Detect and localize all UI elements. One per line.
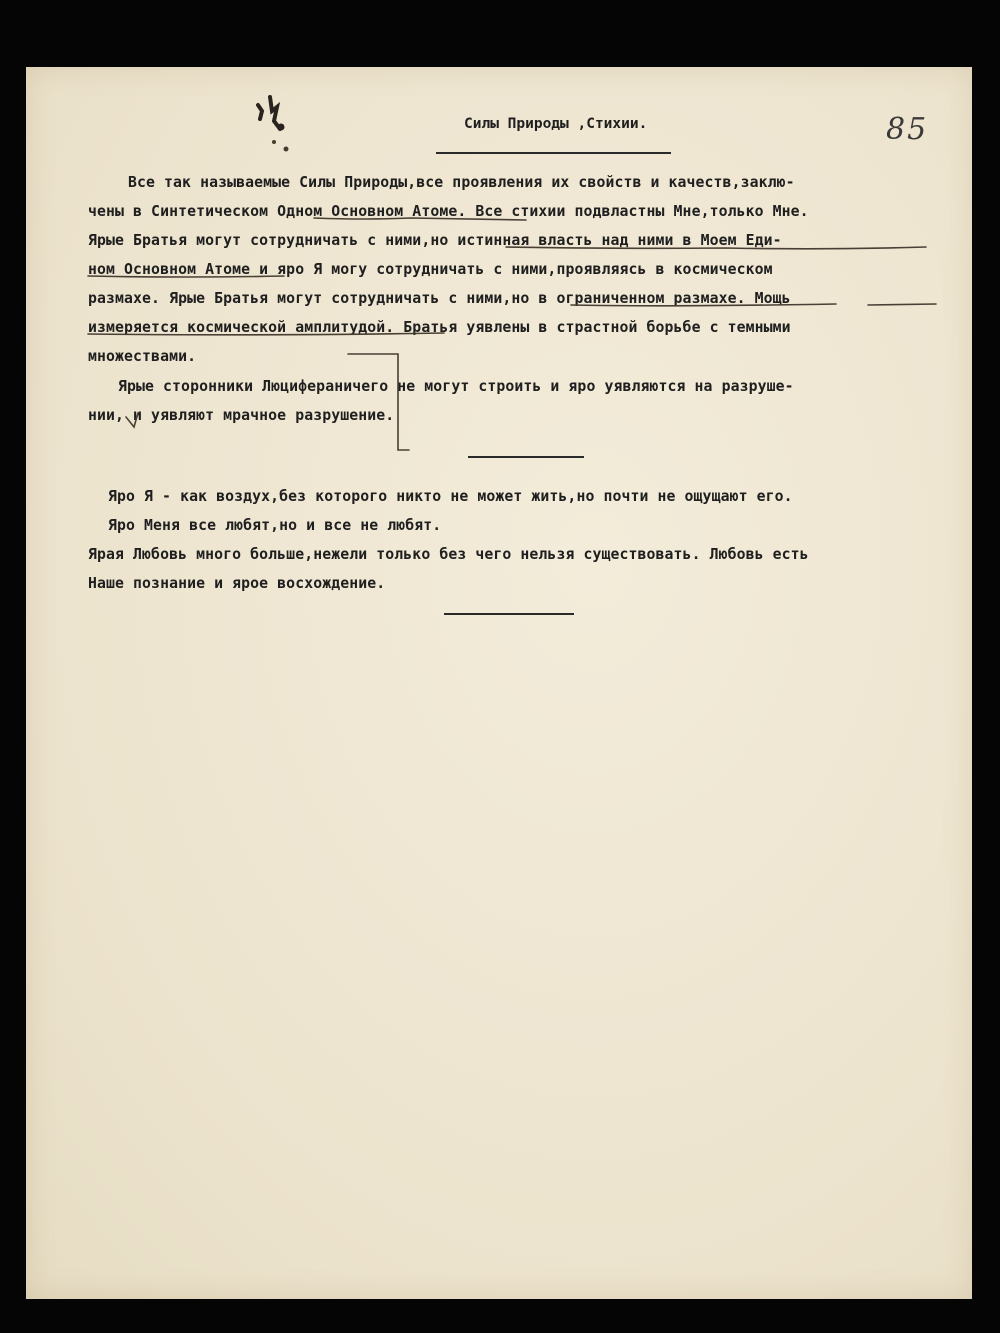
- paragraph-3-line-3: Ярая Любовь много больше,нежели только без чего нельзя существовать. Любовь есть: [88, 546, 809, 563]
- paragraph-3-line-4: Наше познание и ярое восхождение.: [88, 575, 386, 592]
- paragraph-2-line-2: нии, и уявляют мрачное разрушение.: [88, 407, 395, 424]
- document-title: Силы Природы ,Стихии.: [464, 116, 648, 132]
- section-rule-2: [444, 613, 574, 615]
- paragraph-1-line-2: чены в Синтетическом Одном Основном Атоме. Все стихии подвластны Мне,только Мне.: [88, 203, 809, 220]
- paragraph-1-line-1: Все так называемые Силы Природы,все проявления их свойств и качеств,заклю-: [128, 174, 795, 191]
- paragraph-1-line-3: Ярые Братья могут сотрудничать с ними,но истинная власть над ними в Моем Еди-: [88, 232, 782, 249]
- paragraph-1-line-6: измеряется космической амплитудой. Братья уявлены в страстной борьбе с темными: [88, 319, 791, 336]
- paragraph-2-line-1: Ярые сторонники Люцифераничего не могут строить и яро уявляются на разруше-: [118, 378, 794, 395]
- section-rule-1: [468, 456, 584, 458]
- ink-blot-mark: [248, 87, 298, 157]
- paragraph-1-line-4: ном Основном Атоме и яро Я могу сотрудничать с ними,проявляясь в космическом: [88, 261, 773, 278]
- paragraph-3-line-1: Яро Я - как воздух,без которого никто не может жить,но почти не ощущают его.: [108, 488, 793, 505]
- paragraph-3-line-2: Яро Меня все любят,но и все не любят.: [108, 517, 442, 534]
- paragraph-1-line-7: множествами.: [88, 348, 197, 365]
- pencil-underlines: [26, 67, 972, 1299]
- page-number: 85: [886, 112, 929, 147]
- paragraph-1-line-5: размахе. Ярые Братья могут сотрудничать с ними,но в ограниченном размахе. Мощь: [88, 290, 791, 307]
- document-page: [26, 67, 972, 1299]
- title-rule: [436, 152, 671, 154]
